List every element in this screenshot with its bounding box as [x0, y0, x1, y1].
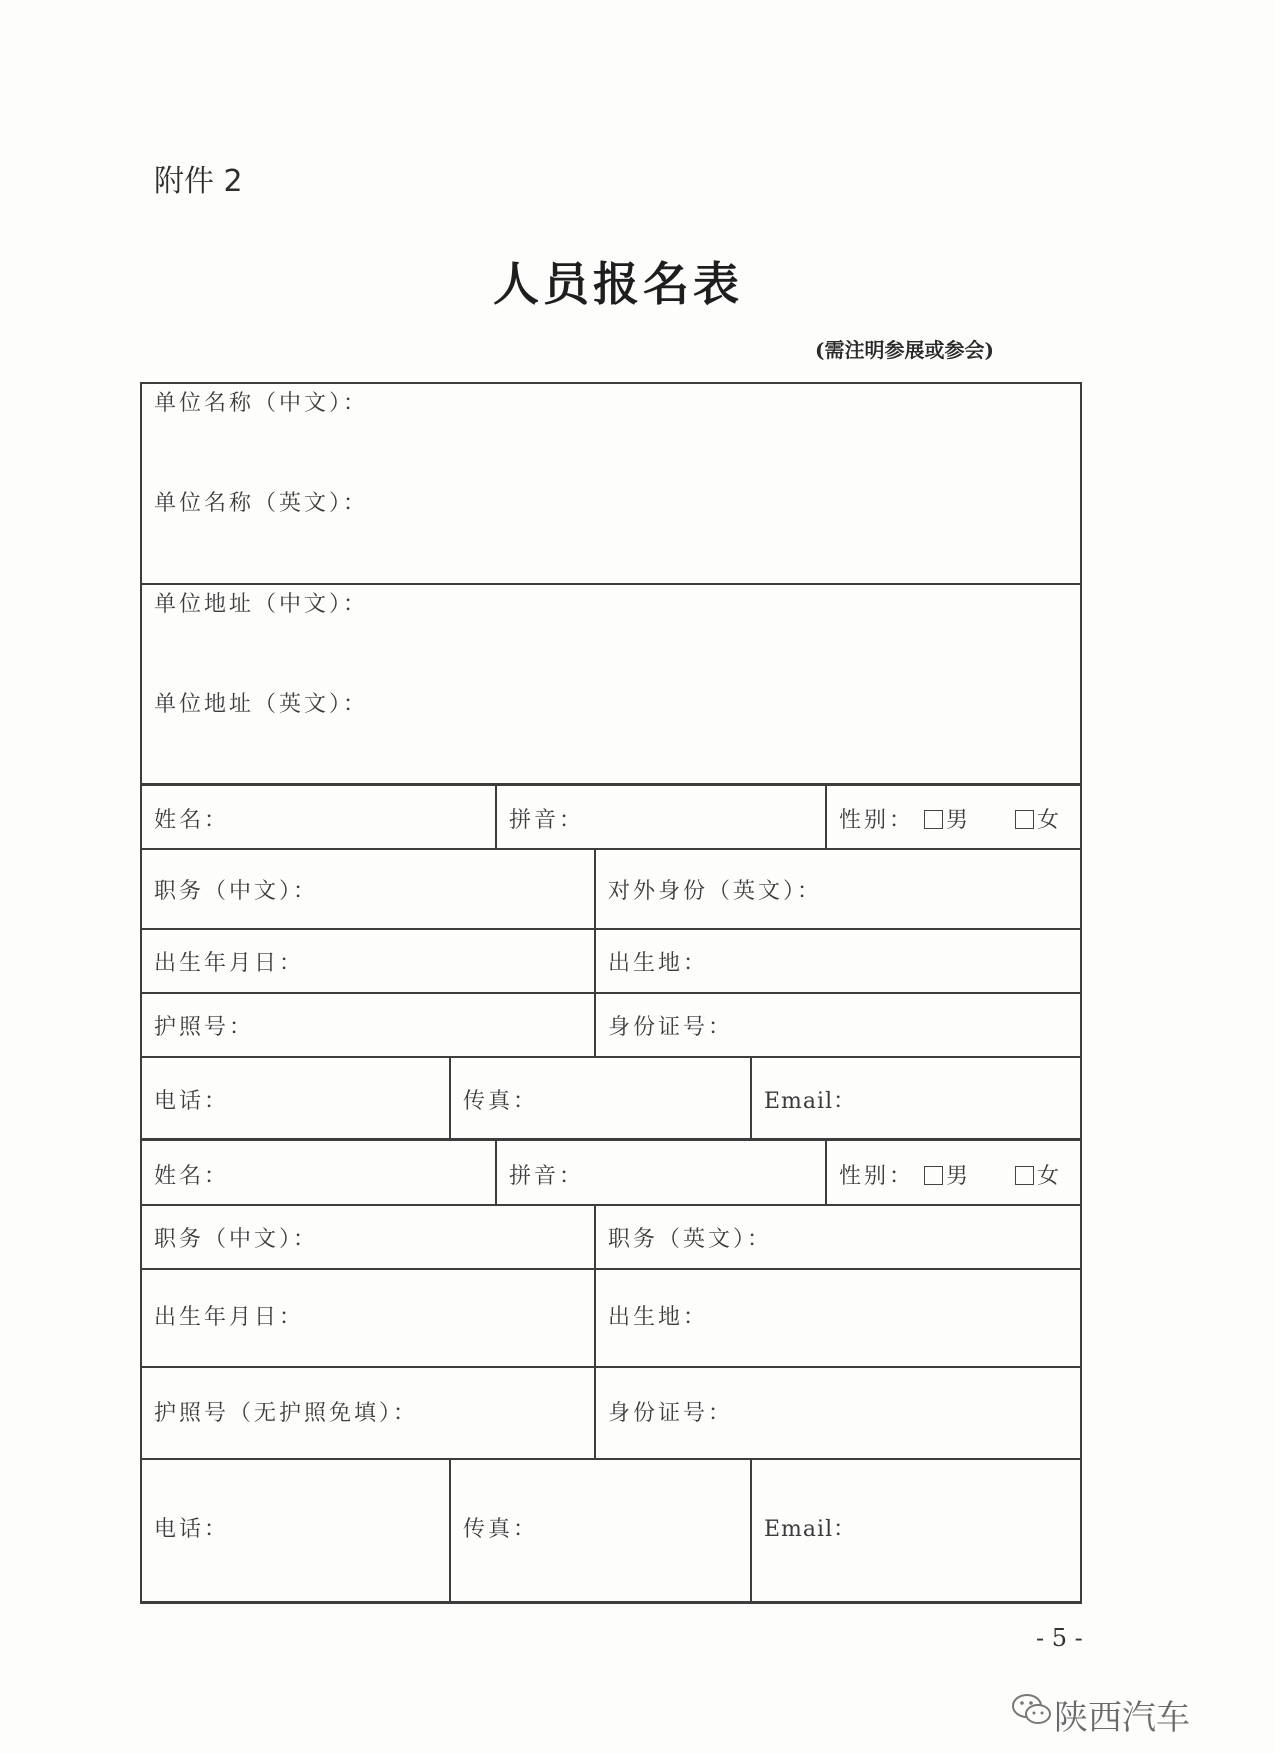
- form-note: (需注明参展或参会): [815, 338, 994, 362]
- p1-fax-label: 传真：: [463, 1089, 539, 1114]
- p1-gender-field: [839, 803, 1062, 834]
- p1-passport-label: 护照号：: [154, 1015, 255, 1040]
- form-title: 人员报名表: [493, 257, 743, 311]
- p1-male-checkbox[interactable]: [924, 810, 943, 829]
- p1-birthplace-label: 出生地：: [608, 951, 709, 976]
- p1-email-label: Email：: [764, 1089, 857, 1114]
- wechat-icon: [1010, 1690, 1054, 1730]
- p2-title-en-label: 职务（英文）：: [608, 1227, 773, 1252]
- p2-title-cn-label: 职务（中文）：: [154, 1227, 319, 1252]
- p2-birthplace-label: 出生地：: [608, 1305, 709, 1330]
- p1-external-identity-en-label: 对外身份（英文）：: [608, 879, 823, 904]
- p2-fax-label: 传真：: [463, 1517, 539, 1542]
- p1-title-cn-label: 职务（中文）：: [154, 879, 319, 904]
- p2-gender-field: [839, 1159, 1062, 1190]
- p2-email-label: Email：: [764, 1517, 857, 1542]
- p2-gender-label: 性别：: [839, 1164, 915, 1189]
- p2-pinyin-label: 拼音：: [509, 1164, 585, 1189]
- p1-id-number-label: 身份证号：: [608, 1015, 734, 1040]
- p2-male-label: 男: [946, 1164, 972, 1189]
- p1-male-label: 男: [946, 808, 972, 833]
- p2-passport-label: 护照号（无护照免填）：: [154, 1401, 419, 1426]
- p1-female-checkbox[interactable]: [1015, 810, 1034, 829]
- p1-phone-label: 电话：: [154, 1089, 230, 1114]
- page-number: - 5 -: [1036, 1624, 1083, 1652]
- unit-name-en-label: 单位名称（英文）：: [154, 491, 369, 516]
- p1-female-label: 女: [1037, 808, 1063, 833]
- watermark-text: 陕西汽车: [1054, 1698, 1190, 1738]
- unit-address-cn-label: 单位地址（中文）：: [154, 592, 369, 617]
- unit-address-en-label: 单位地址（英文）：: [154, 692, 369, 717]
- p1-birthdate-label: 出生年月日：: [154, 951, 305, 976]
- p2-female-label: 女: [1037, 1164, 1063, 1189]
- p1-pinyin-label: 拼音：: [509, 808, 585, 833]
- p1-gender-label: 性别：: [839, 808, 915, 833]
- p2-birthdate-label: 出生年月日：: [154, 1305, 305, 1330]
- p2-male-checkbox[interactable]: [924, 1166, 943, 1185]
- p2-name-label: 姓名：: [154, 1164, 230, 1189]
- p2-phone-label: 电话：: [154, 1517, 230, 1542]
- p2-female-checkbox[interactable]: [1015, 1166, 1034, 1185]
- p1-name-label: 姓名：: [154, 808, 230, 833]
- unit-name-cn-label: 单位名称（中文）：: [154, 391, 369, 416]
- p2-id-number-label: 身份证号：: [608, 1401, 734, 1426]
- attachment-label: 附件 2: [154, 164, 243, 199]
